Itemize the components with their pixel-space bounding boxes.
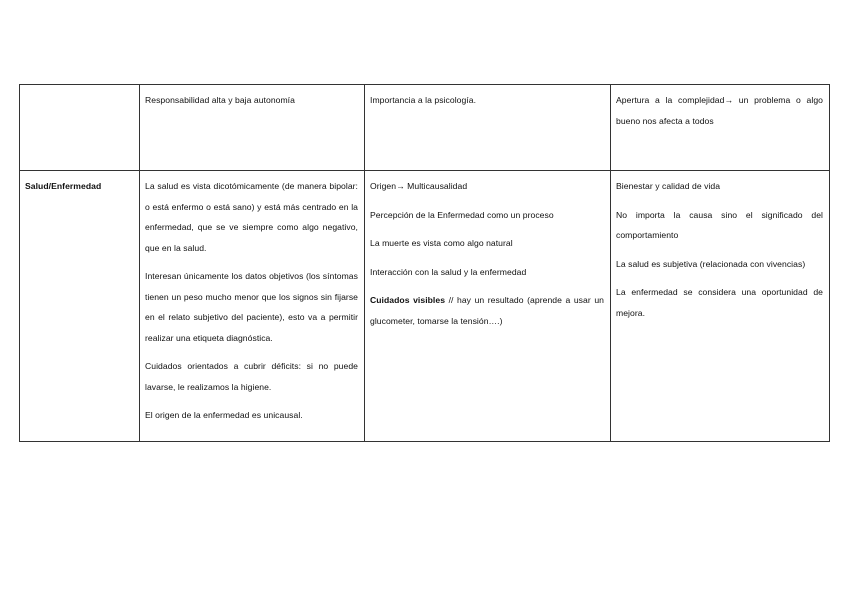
table-cell: [140, 85, 365, 171]
paragraph: La salud es vista dicotómicamente (de manera bipolar: o está enfermo o está sano) y está más centrado en la enfermedad, que se ve siempre como algo negativo, que en la salud.: [145, 181, 358, 253]
table-cell: [365, 85, 611, 171]
paragraph: Interesan únicamente los datos objetivos (los síntomas tienen un peso mucho menor que los signos sin fijarse en el relato subjetivo del paciente), esto va a permitir realizar una etiqueta diagnóstica.: [145, 271, 358, 343]
row-label: Salud/Enfermedad: [25, 181, 102, 191]
paragraph: El origen de la enfermedad es unicausal.: [145, 410, 303, 420]
table-cell: [365, 171, 611, 442]
paragraph: Percepción de la Enfermedad como un proceso: [370, 209, 554, 220]
paragraph-text: // hay un resultado (aprende a usar un glucometer, tomarse la tensión….): [370, 295, 604, 326]
paragraph: No importa la causa sino el significado del comportamiento: [616, 209, 823, 240]
paragraph: La muerte es vista como algo natural: [370, 238, 513, 248]
paragraph: [370, 290, 604, 331]
cell-text: Responsabilidad alta y baja autonomía: [145, 95, 295, 105]
paragraph: Bienestar y calidad de vida: [616, 181, 721, 191]
comparison-table: [19, 84, 830, 442]
paragraph: La enfermedad se considera una oportunidad de mejora.: [616, 287, 823, 318]
row-label-cell: [20, 171, 140, 442]
table-cell: [611, 171, 830, 442]
table-row: [20, 85, 830, 171]
cell-text: Apertura a la complejidad→ un problema o algo bueno nos afecta a todos: [616, 95, 823, 126]
row-label-cell: [20, 85, 140, 171]
table-cell: [140, 171, 365, 442]
bold-text: Cuidados visibles: [370, 295, 446, 305]
paragraph: Cuidados orientados a cubrir déficits: si no puede lavarse, le realizamos la higiene.: [145, 361, 358, 392]
cell-text: Importancia a la psicología.: [370, 95, 477, 105]
paragraph: La salud es subjetiva (relacionada con vivencias): [616, 258, 806, 269]
table-row: [20, 171, 830, 442]
paragraph: Origen→ Multicausalidad: [370, 181, 468, 191]
table-cell: [611, 85, 830, 171]
paragraph: Interacción con la salud y la enfermedad: [370, 266, 527, 277]
